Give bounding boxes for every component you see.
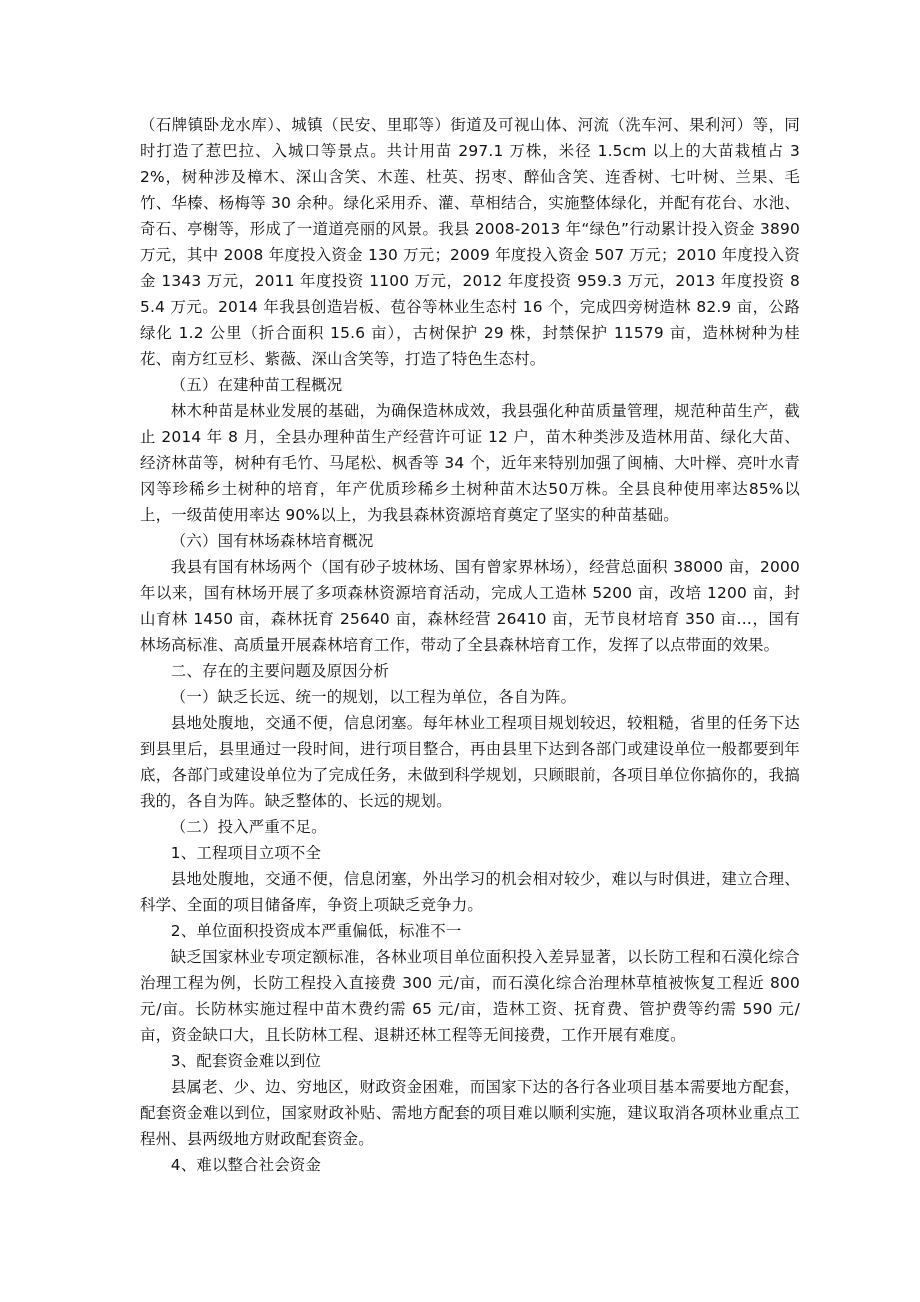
paragraph-low-unit-cost: 缺乏国家林业专项定额标准，各林业项目单位面积投入差异显著，以长防工程和石漠化综合治理工程为例，长防工程投入直接费 300 元/亩，而石漠化综合治理林草植被恢复工程近 800 元/亩。长防林实施过程中苗木费约需 65 元/亩，造林工资、抚育费、管护费等约需 590 元/亩，资金缺口大，且长防林工程、退耕还林工程等无间接费，工作开展有难度。	[140, 948, 800, 1044]
paragraph-greening-summary: （石牌镇卧龙水库）、城镇（民安、里耶等）街道及可视山体、河流（洗车河、果利河）等，同时打造了惹巴拉、入城口等景点。共计用苗 297.1 万株，米径 1.5cm 以上的大苗栽植占 32%，树种涉及樟木、深山含笑、木莲、杜英、拐枣、醉仙含笑、连香树、七叶树、兰果、毛竹、华榛、杨梅等 30 余种。绿化采用乔、灌、草相结合，实施整体绿化，并配有花台、水池、奇石、亭榭等，形成了一道道亮丽的风景。我县 2008-2013 年“绿色”行动累计投入资金 3890 万元，其中 2008 年度投入资金 130 万元；2009 年度投入资金 507 万元；2010 年度投入资金 1343 万元，2011 年度投资 1100 万元，2012 年度投资 959.3 万元，2013 年度投资 85.4 万元。2014 年我县创造岩板、苞谷等林业生态村 16 个，完成四旁树造林 82.9 亩，公路绿化 1.2 公里（折合面积 15.6 亩），古树保护 29 株，封禁保护 11579 亩，造林树种为桂花、南方红豆杉、紫薇、深山含笑等，打造了特色生态村。	[140, 116, 800, 368]
paragraph-state-forest-farm: 我县有国有林场两个（国有砂子坡林场、国有曾家界林场），经营总面积 38000 亩，2000 年以来，国有林场开展了多项森林资源培育活动，完成人工造林 5200 亩，改培 1200 亩，封山育林 1450 亩，森林抚育 25640 亩，森林经营 26410 亩，无节良材培育 350 亩…，国有林场高标准、高质量开展森林培育工作，带动了全县森林培育工作，发挥了以点带面的效果。	[140, 558, 800, 654]
document-body	[140, 112, 800, 1178]
paragraph-matching-funds: 县属老、少、边、穷地区，财政资金困难，而国家下达的各行各业项目基本需要地方配套，配套资金难以到位，国家财政补贴、需地方配套的项目难以顺利实施，建议取消各项林业重点工程州、县两级地方财政配套资金。	[140, 1078, 800, 1148]
paragraph-incomplete-projects: 县地处腹地，交通不便，信息闭塞，外出学习的机会相对较少，难以与时俱进，建立合理、科学、全面的项目储备库，争资上项缺乏竞争力。	[140, 870, 800, 914]
heading-insufficient-investment: （二）投入严重不足。	[170, 818, 327, 836]
paragraph-seedling-project: 林木种苗是林业发展的基础，为确保造林成效，我县强化种苗质量管理，规范种苗生产，截止 2014 年 8 月，全县办理种苗生产经营许可证 12 户，苗木种类涉及造林用苗、绿化大苗、经济林苗等，树种有毛竹、马尾松、枫香等 34 个，近年来特别加强了闽楠、大叶榉、亮叶水青冈等珍稀乡土树种的培育，年产优质珍稀乡土树种苗木达50万株。全县良种使用率达85%以上，一级苗使用率达 90%以上，为我县森林资源培育奠定了坚实的种苗基础。	[140, 402, 800, 524]
heading-incomplete-projects: 1、工程项目立项不全	[170, 844, 322, 862]
heading-lack-of-planning: （一）缺乏长远、统一的规划，以工程为单位，各自为阵。	[170, 688, 577, 706]
heading-social-capital: 4、难以整合社会资金	[170, 1156, 322, 1174]
paragraph-lack-of-planning: 县地处腹地，交通不便，信息闭塞。每年林业工程项目规划较迟，较粗糙，省里的任务下达到县里后，县里通过一段时间，进行项目整合，再由县里下达到各部门或建设单位一般都要到年底，各部门或建设单位为了完成任务，未做到科学规划，只顾眼前，各项目单位你搞你的，我搞我的，各自为阵。缺乏整体的、长远的规划。	[140, 714, 800, 810]
heading-problems-analysis: 二、存在的主要问题及原因分析	[170, 662, 390, 680]
heading-seedling-project: （五）在建种苗工程概况	[170, 376, 343, 394]
heading-matching-funds: 3、配套资金难以到位	[170, 1052, 322, 1070]
heading-low-unit-cost: 2、单位面积投资成本严重偏低，标准不一	[170, 922, 462, 940]
heading-state-forest-farm: （六）国有林场森林培育概况	[170, 532, 374, 550]
